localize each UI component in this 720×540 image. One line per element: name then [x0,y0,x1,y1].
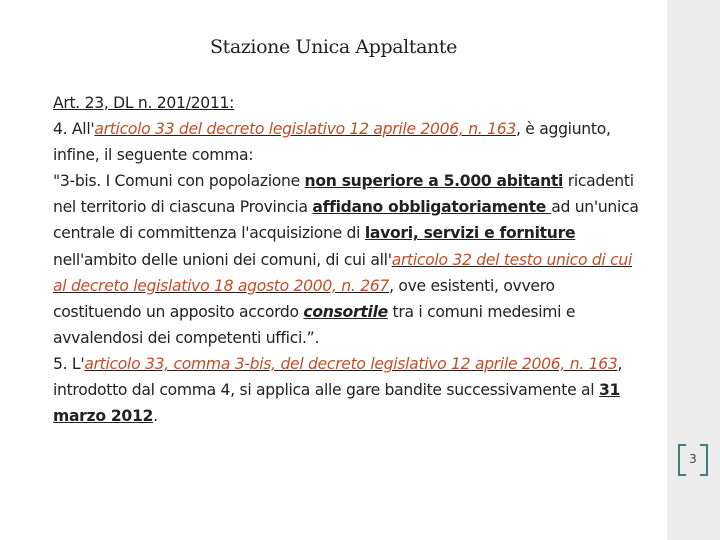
bracket-right-icon [700,444,708,476]
page-number [678,444,708,474]
link-articolo-32[interactable]: articolo 32 del testo unico di cui al decreto legislativo 18 agosto 2000, n. 267 [53,250,633,295]
article-heading: Art. 23, DL n. 201/2011: [53,94,235,112]
emphasis-affidano: affidano obbligatoriamente [312,198,552,217]
slide-title: Stazione Unica Appaltante [210,36,457,58]
text: "3-bis. I Comuni con popolazione [53,172,305,191]
paragraph-4 [53,116,643,168]
slide-body [53,90,643,429]
text: nell'ambito delle unioni dei comuni, di cui all' [53,250,392,269]
text: , ove esistenti, ovvero costituendo un apposito accordo [53,276,555,321]
text: tra i comuni medesimi e avvalendosi dei competenti uffici.”. [53,302,576,347]
bracket-left-icon [678,444,686,476]
text: , introdotto dal comma 4, si applica alle gare bandite successivamente al [53,354,623,400]
link-articolo-33[interactable]: articolo 33 del decreto legislativo 12 aprile 2006, n. 163 [94,120,516,139]
text: , è aggiunto, infine, il seguente comma: [53,120,611,165]
emphasis-population: non superiore a 5.000 abitanti [304,172,564,191]
paragraph-3-bis [53,168,643,351]
text: ricadenti nel territorio di ciascuna Provincia [53,172,634,217]
emphasis-consortile: consortile [303,302,388,321]
paragraph-5 [53,351,643,429]
text: ad un'unica centrale di committenza l'acquisizione di [53,198,639,243]
text: 5. L' [53,354,85,373]
text: 4. All' [53,120,95,139]
page-number-value: 3 [689,452,697,466]
emphasis-date: 31 marzo 2012 [53,381,621,426]
heading [53,90,643,116]
link-articolo-33-comma-3-bis[interactable]: articolo 33, comma 3-bis, del decreto legislativo 12 aprile 2006, n. 163 [84,354,618,373]
text: . [153,407,158,426]
emphasis-lavori: lavori, servizi e forniture [364,224,576,243]
